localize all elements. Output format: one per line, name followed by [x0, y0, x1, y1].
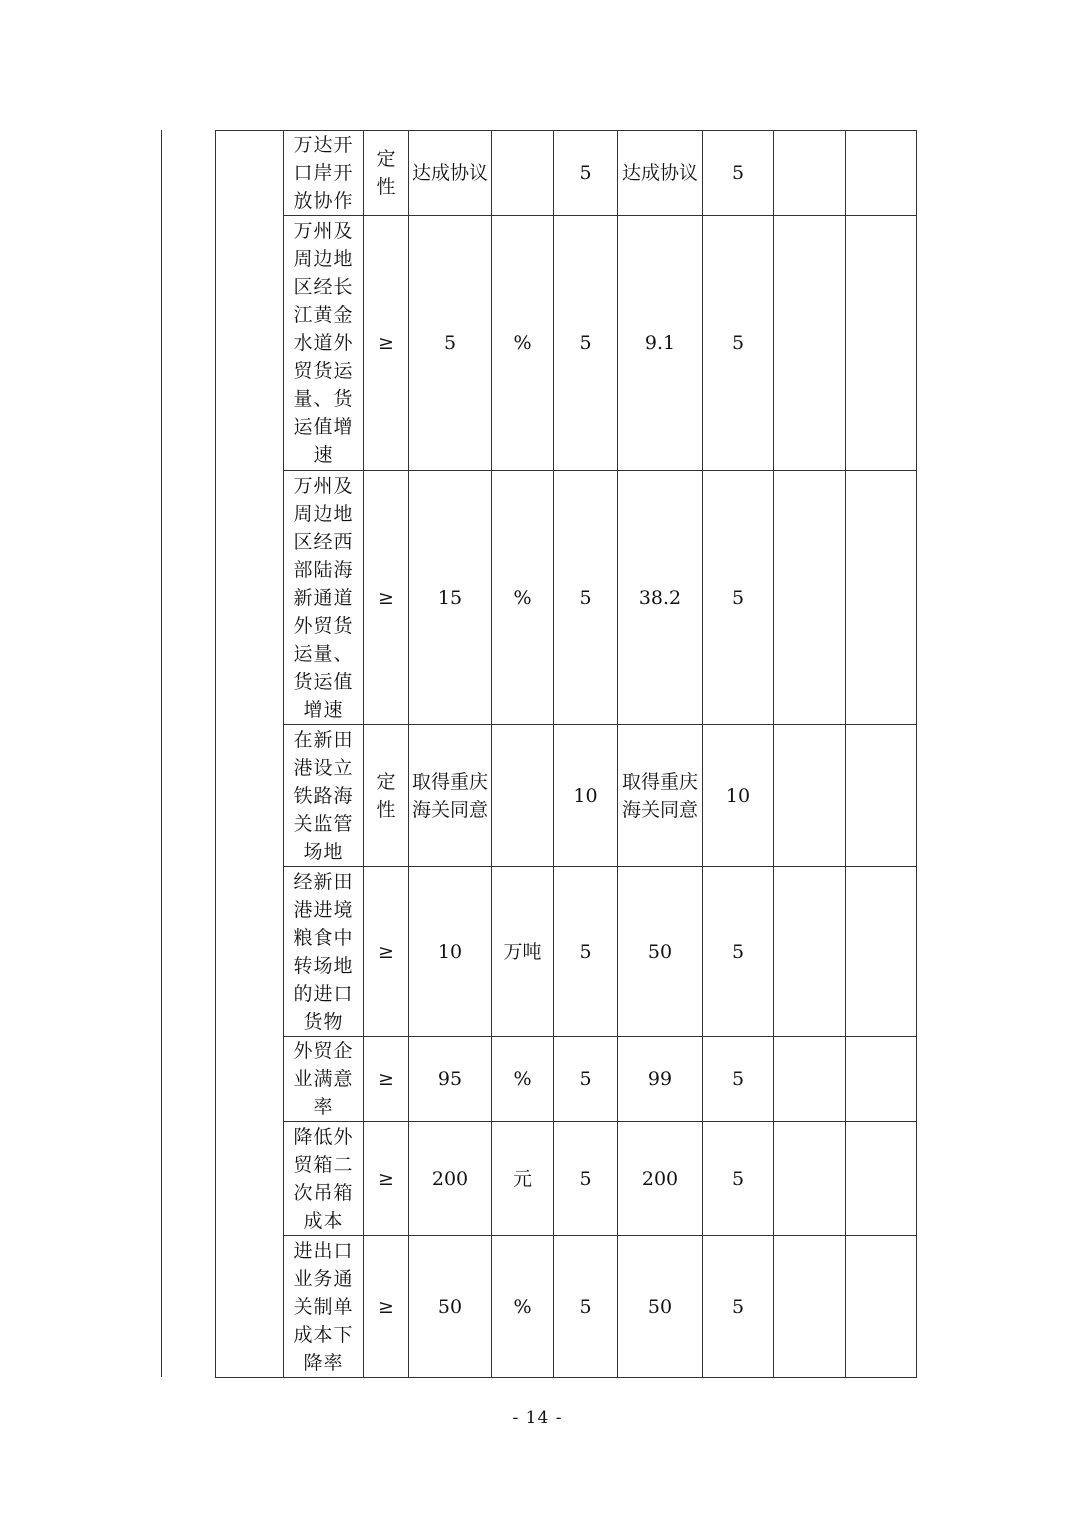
- table-row: [216, 725, 917, 867]
- score-weight: 5: [554, 867, 618, 1037]
- indicator-name: 进出口业务通关制单成本下降率: [284, 1236, 364, 1378]
- actual-value: 38.2: [618, 471, 703, 725]
- note-cell: [774, 867, 846, 1037]
- relation-cell: ≥: [364, 1236, 409, 1378]
- unit: [492, 725, 554, 867]
- score-weight: 5: [554, 131, 618, 216]
- note-cell: [774, 1236, 846, 1378]
- actual-value: 200: [618, 1122, 703, 1236]
- actual-value: 99: [618, 1037, 703, 1122]
- relation-cell: ≥: [364, 1122, 409, 1236]
- score-obtained: 5: [703, 1122, 774, 1236]
- indicator-table: [215, 130, 917, 1378]
- indicator-name: 万达开口岸开放协作: [284, 131, 364, 216]
- page-number: - 14 -: [512, 1408, 563, 1428]
- table-row: [216, 1037, 917, 1122]
- table-row: [216, 471, 917, 725]
- target-value: 50: [409, 1236, 492, 1378]
- category-cell-merged: [216, 131, 284, 1378]
- indicator-name: 万州及周边地区经长江黄金水道外贸货运量、货运值增速: [284, 216, 364, 471]
- table-row: [216, 216, 917, 471]
- indicator-name: 万州及周边地区经西部陆海新通道外贸货运量、货运值增速: [284, 471, 364, 725]
- score-obtained: 5: [703, 1236, 774, 1378]
- actual-value: 取得重庆海关同意: [618, 725, 703, 867]
- note-cell: [774, 725, 846, 867]
- target-value: 取得重庆海关同意: [409, 725, 492, 867]
- table-row: [216, 1236, 917, 1378]
- note-cell: [774, 471, 846, 725]
- actual-value: 达成协议: [618, 131, 703, 216]
- target-value: 达成协议: [409, 131, 492, 216]
- unit: 元: [492, 1122, 554, 1236]
- table-row: [216, 1122, 917, 1236]
- target-value: 95: [409, 1037, 492, 1122]
- score-weight: 5: [554, 1236, 618, 1378]
- note-cell-2: [846, 725, 917, 867]
- actual-value: 9.1: [618, 216, 703, 471]
- relation-cell: ≥: [364, 867, 409, 1037]
- score-obtained: 5: [703, 471, 774, 725]
- note-cell: [774, 131, 846, 216]
- indicator-name: 在新田港设立铁路海关监管场地: [284, 725, 364, 867]
- note-cell: [774, 1122, 846, 1236]
- score-obtained: 5: [703, 216, 774, 471]
- score-weight: 5: [554, 1122, 618, 1236]
- score-obtained: 5: [703, 131, 774, 216]
- indicator-name: 外贸企业满意率: [284, 1037, 364, 1122]
- unit: [492, 131, 554, 216]
- unit: 万吨: [492, 867, 554, 1037]
- note-cell-2: [846, 216, 917, 471]
- note-cell-2: [846, 867, 917, 1037]
- relation-cell: ≥: [364, 216, 409, 471]
- outer-left-border: [161, 130, 162, 1377]
- score-obtained: 10: [703, 725, 774, 867]
- score-weight: 5: [554, 1037, 618, 1122]
- score-weight: 10: [554, 725, 618, 867]
- note-cell-2: [846, 471, 917, 725]
- note-cell-2: [846, 1122, 917, 1236]
- note-cell-2: [846, 131, 917, 216]
- note-cell: [774, 1037, 846, 1122]
- indicator-name: 降低外贸箱二次吊箱成本: [284, 1122, 364, 1236]
- target-value: 200: [409, 1122, 492, 1236]
- note-cell-2: [846, 1236, 917, 1378]
- target-value: 5: [409, 216, 492, 471]
- relation-cell: ≥: [364, 471, 409, 725]
- table-row: [216, 867, 917, 1037]
- score-weight: 5: [554, 471, 618, 725]
- unit: %: [492, 471, 554, 725]
- score-weight: 5: [554, 216, 618, 471]
- note-cell: [774, 216, 846, 471]
- score-obtained: 5: [703, 867, 774, 1037]
- relation-cell: 定性: [364, 725, 409, 867]
- target-value: 10: [409, 867, 492, 1037]
- relation-cell: 定性: [364, 131, 409, 216]
- relation-cell: ≥: [364, 1037, 409, 1122]
- note-cell-2: [846, 1037, 917, 1122]
- unit: %: [492, 1236, 554, 1378]
- unit: %: [492, 1037, 554, 1122]
- actual-value: 50: [618, 1236, 703, 1378]
- indicator-name: 经新田港进境粮食中转场地的进口货物: [284, 867, 364, 1037]
- actual-value: 50: [618, 867, 703, 1037]
- target-value: 15: [409, 471, 492, 725]
- score-obtained: 5: [703, 1037, 774, 1122]
- unit: %: [492, 216, 554, 471]
- table-row: [216, 131, 917, 216]
